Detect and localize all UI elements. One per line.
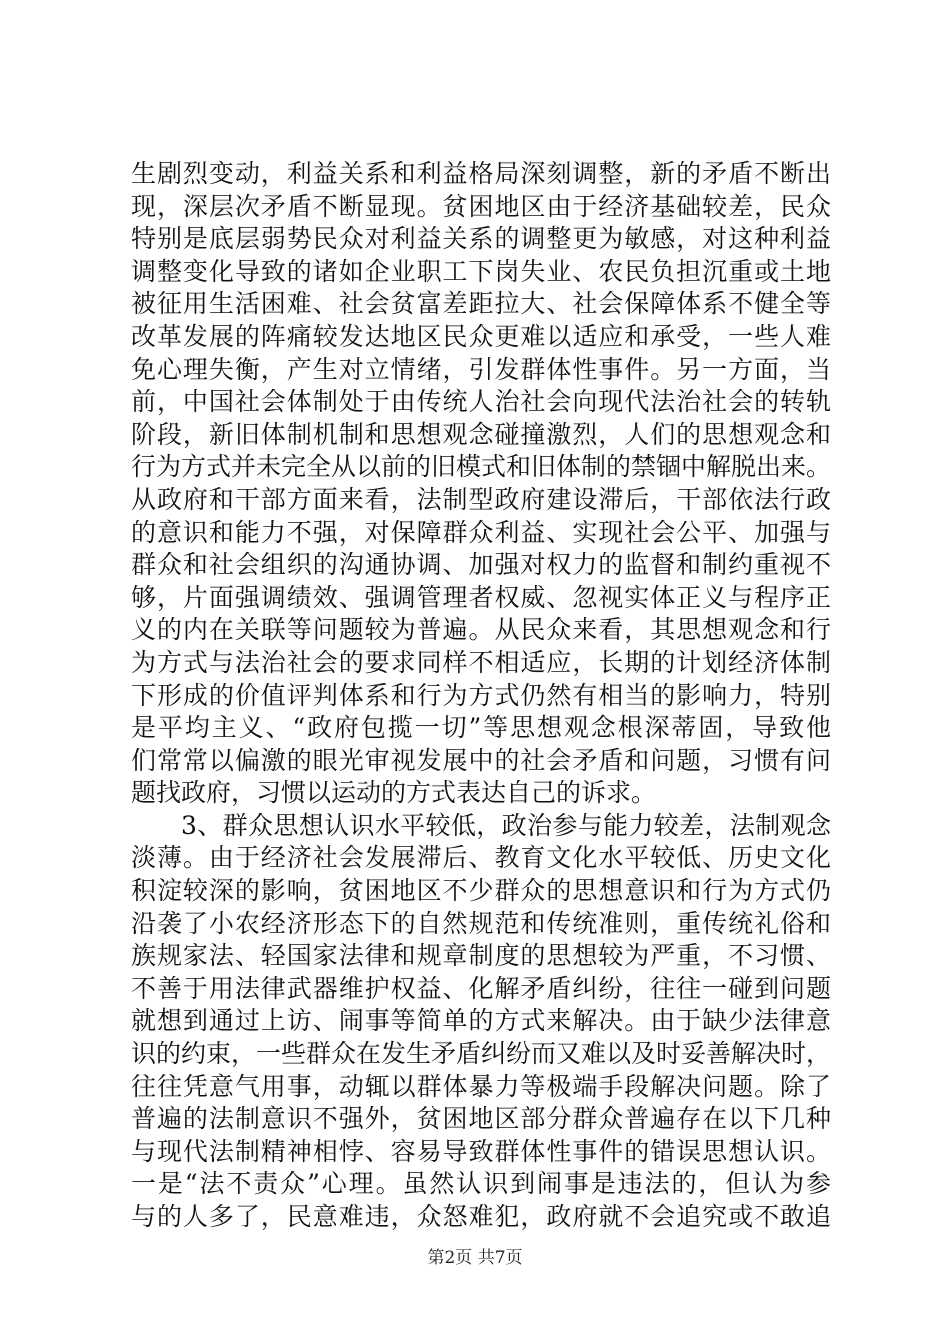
body-text <box>131 158 831 1234</box>
text-line: 与现代法制精神相悖、容易导致群体性事件的错误思想认识。 <box>131 1136 831 1166</box>
text-line: 不善于用法律武器维护权益、化解矛盾纠纷，往往一碰到问题 <box>131 973 831 1003</box>
text-line: 淡薄。由于经济社会发展滞后、教育文化水平较低、历史文化 <box>131 843 831 873</box>
text-line: 就想到通过上访、闹事等简单的方式来解决。由于缺少法律意 <box>131 1006 831 1036</box>
text-line: 从政府和干部方面来看，法制型政府建设滞后，干部依法行政 <box>131 484 831 514</box>
text-line: 被征用生活困难、社会贫富差距拉大、社会保障体系不健全等 <box>131 289 831 319</box>
text-line: 普遍的法制意识不强外，贫困地区部分群众普遍存在以下几种 <box>131 1104 831 1134</box>
text-line: 为方式与法治社会的要求同样不相适应，长期的计划经济体制 <box>131 647 831 677</box>
text-line: 现，深层次矛盾不断显现。贫困地区由于经济基础较差，民众 <box>131 191 831 221</box>
text-line: 与的人多了，民意难违，众怒难犯，政府就不会追究或不敢追 <box>131 1202 831 1231</box>
text-line: 往往凭意气用事，动辄以群体暴力等极端手段解决问题。除了 <box>131 1071 831 1101</box>
text-line: 免心理失衡，产生对立情绪，引发群体性事件。另一方面，当 <box>131 354 831 384</box>
text-line: 特别是底层弱势民众对利益关系的调整更为敏感，对这种利益 <box>131 224 831 254</box>
text-line: 前，中国社会体制处于由传统人治社会向现代法治社会的转轨 <box>131 387 831 417</box>
text-line: 识的约束，一些群众在发生矛盾纠纷而又难以及时妥善解决时， <box>131 1039 832 1069</box>
text-line: 沿袭了小农经济形态下的自然规范和传统准则，重传统礼俗和 <box>131 908 831 938</box>
text-line: 3、群众思想认识水平较低，政治参与能力较差，法制观念 <box>181 810 831 840</box>
text-line: 题找政府，习惯以运动的方式表达自己的诉求。 <box>131 778 657 808</box>
text-line: 的意识和能力不强，对保障群众利益、实现社会公平、加强与 <box>131 517 831 547</box>
text-line: 族规家法、轻国家法律和规章制度的思想较为严重，不习惯、 <box>131 941 831 971</box>
text-line: 改革发展的阵痛较发达地区民众更难以适应和承受，一些人难 <box>131 321 831 351</box>
text-line: 行为方式并未完全从以前的旧模式和旧体制的禁锢中解脱出来。 <box>131 452 832 482</box>
text-line: 们常常以偏激的眼光审视发展中的社会矛盾和问题，习惯有问 <box>131 745 831 775</box>
text-line: 够，片面强调绩效、强调管理者权威、忽视实体正义与程序正 <box>131 582 831 612</box>
page-number-footer: 第2页 共7页 <box>427 1248 523 1268</box>
text-line: 生剧烈变动，利益关系和利益格局深刻调整，新的矛盾不断出 <box>131 159 831 188</box>
text-line: 下形成的价值评判体系和行为方式仍然有相当的影响力，特别 <box>131 680 831 710</box>
text-line: 阶段，新旧体制机制和思想观念碰撞激烈，人们的思想观念和 <box>131 419 831 449</box>
text-line: 积淀较深的影响，贫困地区不少群众的思想意识和行为方式仍 <box>131 876 831 906</box>
text-line: 义的内在关联等问题较为普遍。从民众来看，其思想观念和行 <box>131 615 831 645</box>
text-line: 一是“法不责众”心理。虽然认识到闹事是违法的，但认为参 <box>131 1169 831 1199</box>
text-line: 是平均主义、“政府包揽一切”等思想观念根深蒂固，导致他 <box>131 713 831 743</box>
text-line: 群众和社会组织的沟通协调、加强对权力的监督和制约重视不 <box>131 550 831 580</box>
text-line: 调整变化导致的诸如企业职工下岗失业、农民负担沉重或土地 <box>131 256 831 286</box>
